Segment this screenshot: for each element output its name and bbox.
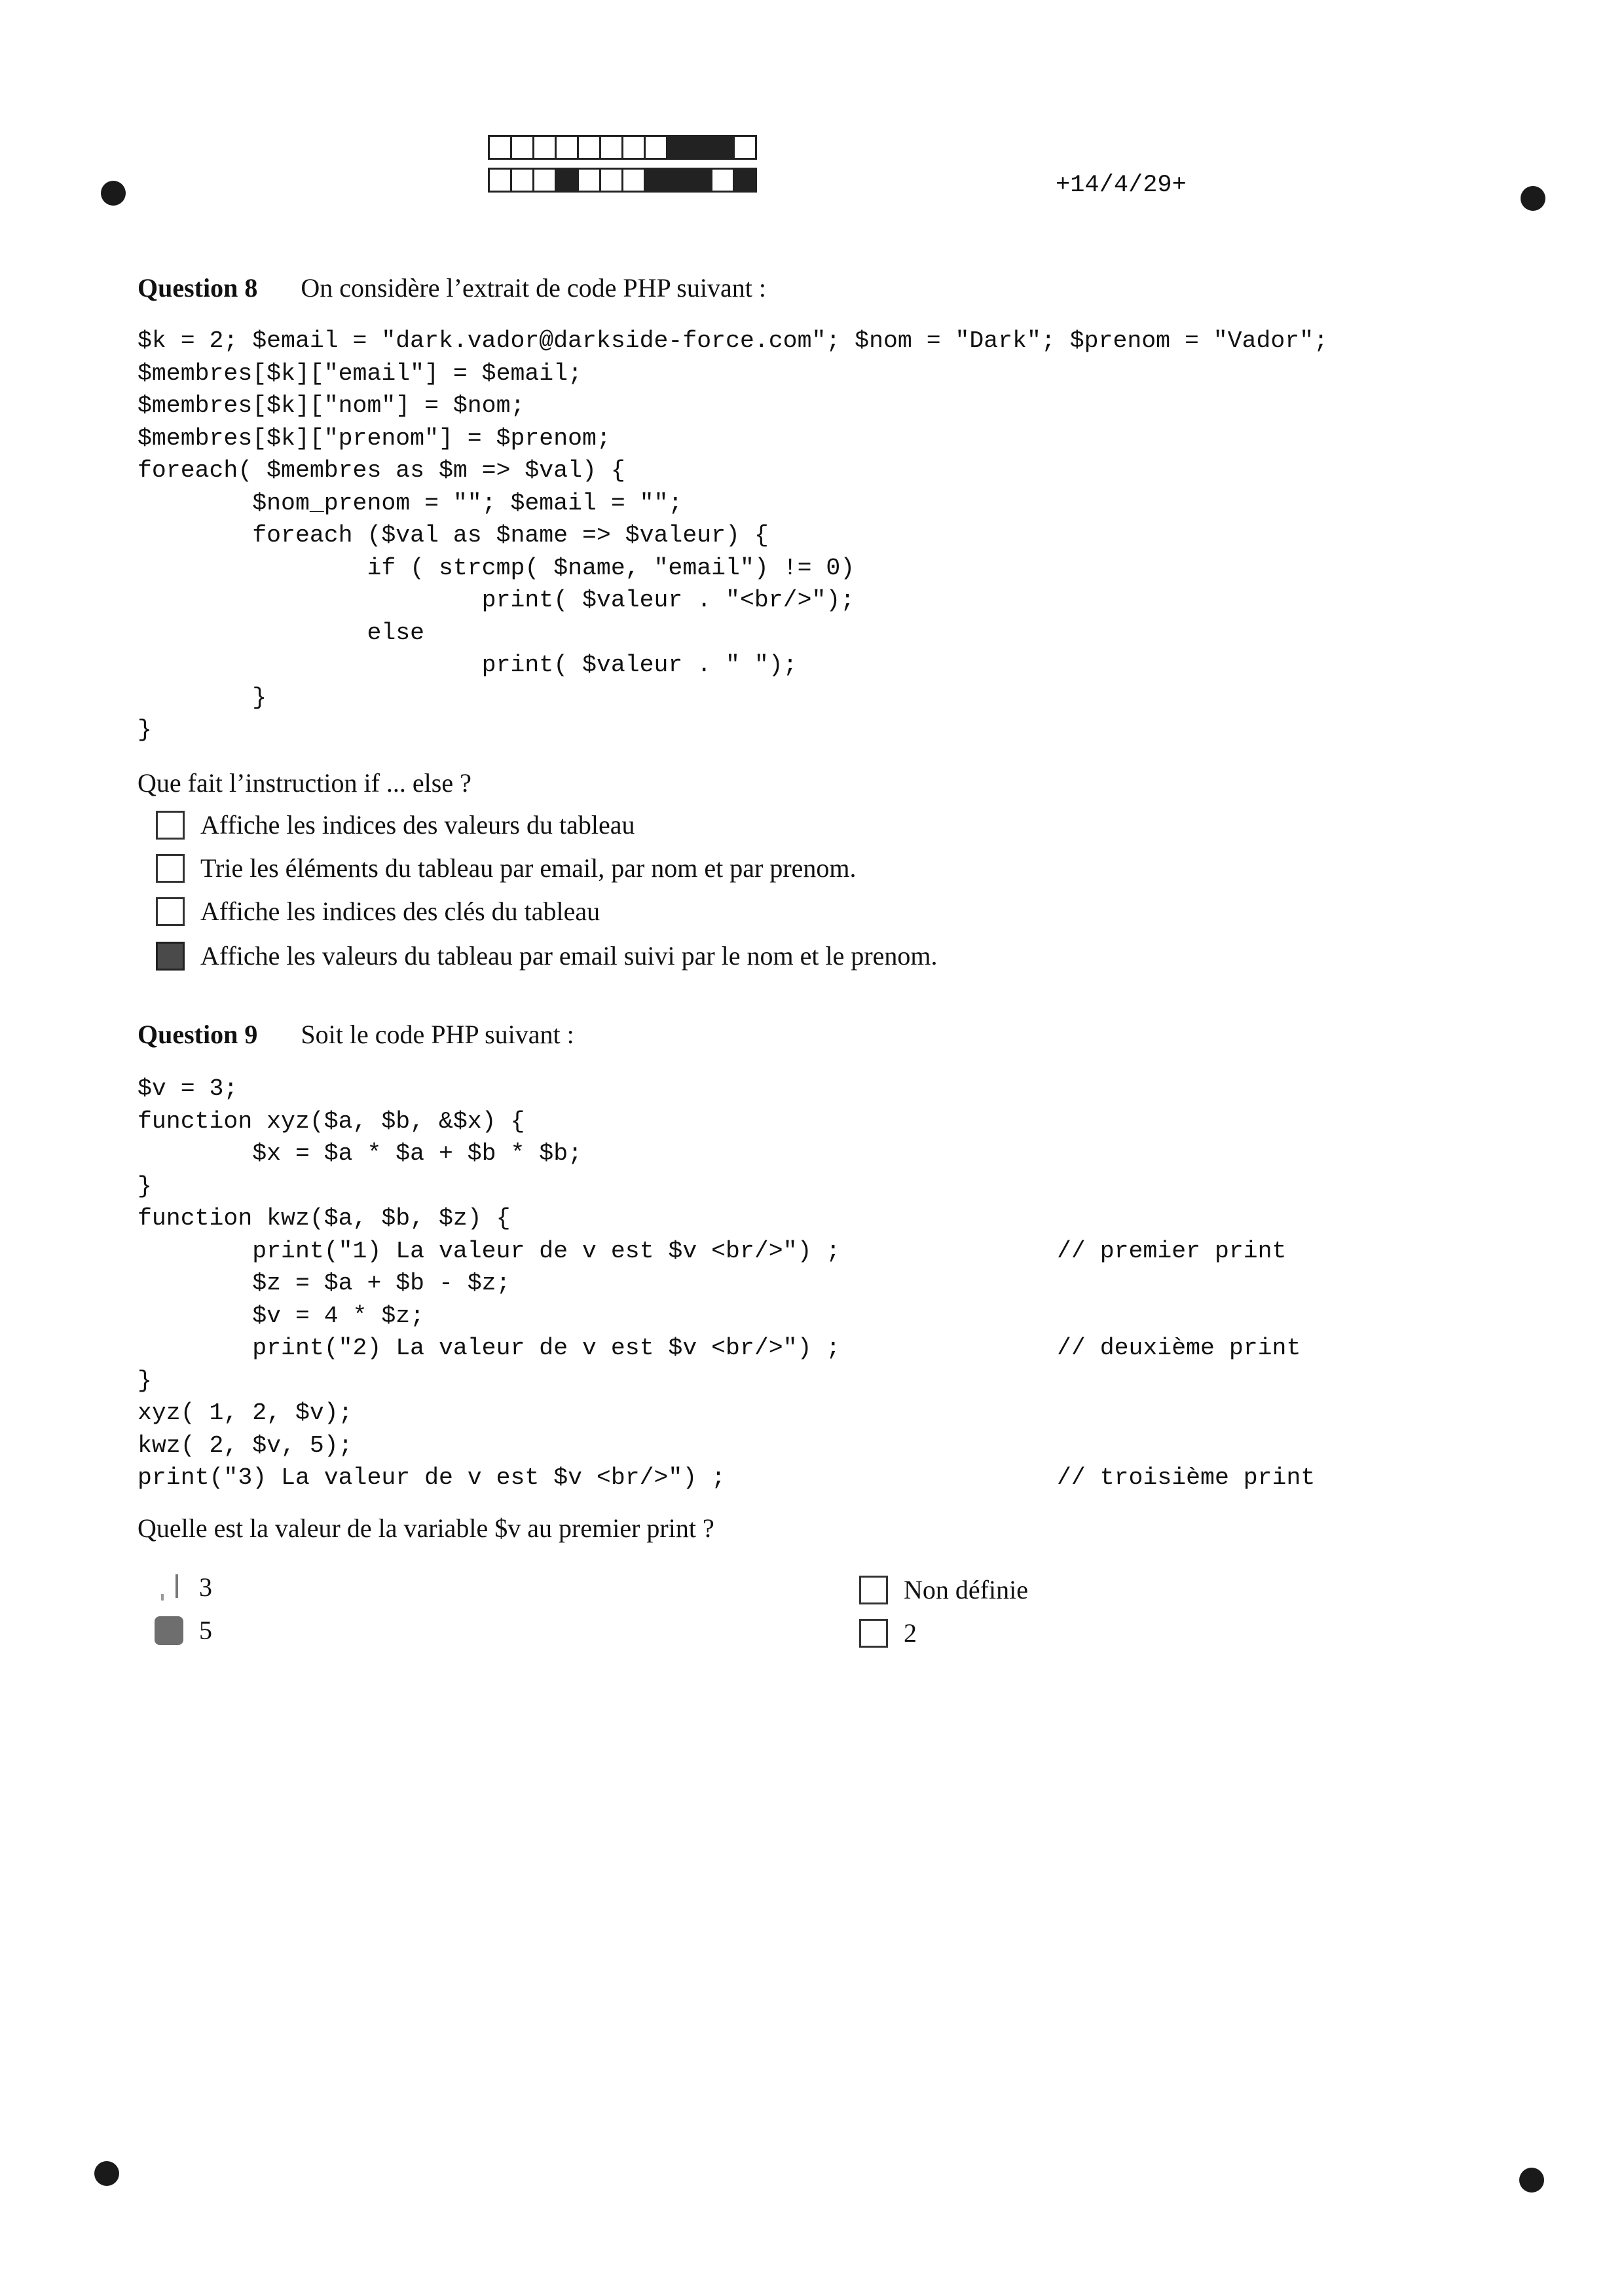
code-line: $membres[$k]["prenom"] = $prenom; (138, 424, 611, 452)
q9-option-3[interactable] (155, 1572, 212, 1602)
barcode-cell-empty (621, 168, 646, 193)
code-text: $v = 4 * $z; (138, 1302, 425, 1329)
code-line: print( $valeur . " "); (138, 652, 798, 678)
code-text: $v = 3; (138, 1075, 238, 1102)
option-label: Affiche les valeurs du tableau par email suivi par le nom et le prenom. (200, 941, 938, 971)
barcode-cell-filled (733, 168, 757, 193)
code-comment: // premier print (1057, 1237, 1287, 1265)
registration-mark-bottom-left (94, 2161, 119, 2186)
barcode-cell-empty (532, 135, 557, 160)
barcode-cell-filled (666, 135, 690, 160)
registration-mark-top-right (1521, 186, 1545, 211)
barcode-cell-empty (577, 168, 601, 193)
barcode-cell-filled (688, 135, 712, 160)
code-line: if ( strcmp( $name, "email") != 0) (138, 554, 855, 582)
code-line (138, 1397, 840, 1430)
code-line (138, 1073, 840, 1105)
registration-mark-top-left (101, 181, 126, 206)
q9-option-5[interactable] (155, 1615, 212, 1646)
code-text: } (138, 1172, 152, 1200)
barcode-cell-filled (555, 168, 579, 193)
option-label: 3 (199, 1572, 212, 1602)
question-9-prompt: Quelle est la valeur de la variable $v au premier print ? (138, 1513, 714, 1543)
code-line (138, 1267, 840, 1300)
code-text: $z = $a + $b - $z; (138, 1270, 511, 1297)
code-line: } (138, 684, 267, 711)
page-id: +14/4/29+ (1056, 172, 1187, 199)
question-8-header (138, 272, 766, 303)
code-text: print("2) La valeur de v est $v <br/>") ; (138, 1335, 841, 1361)
q9-option-non-definie[interactable] (859, 1574, 1028, 1605)
code-line: foreach ($val as $name => $valeur) { (138, 522, 769, 549)
option-label: Non définie (904, 1575, 1028, 1604)
q8-option-2[interactable] (156, 853, 857, 883)
checkbox[interactable] (156, 811, 185, 840)
checkbox[interactable] (859, 1576, 888, 1604)
question-8-prompt: Que fait l’instruction if ... else ? (138, 768, 471, 798)
code-line: print( $valeur . "<br/>"); (138, 587, 855, 614)
code-text: xyz( 1, 2, $v); (138, 1399, 353, 1426)
checkbox[interactable] (859, 1619, 888, 1648)
code-line (138, 1332, 1301, 1365)
barcode-cell-empty (644, 135, 668, 160)
code-comment: // deuxième print (1057, 1335, 1301, 1361)
barcode-cell-filled (710, 135, 735, 160)
question-statement: Soit le code PHP suivant : (301, 1020, 574, 1049)
option-label: 2 (904, 1618, 917, 1648)
code-line (138, 1105, 840, 1138)
checkbox-scribbled[interactable] (155, 1616, 183, 1645)
checkbox-faint-mark[interactable] (155, 1573, 183, 1602)
q9-option-2[interactable] (859, 1618, 917, 1648)
question-label: Question 8 (138, 273, 258, 303)
checkbox[interactable] (156, 897, 185, 926)
code-line: $k = 2; $email = "dark.vador@darkside-force.com"; $nom = "Dark"; $prenom = "Vador"; (138, 327, 1328, 354)
registration-mark-bottom-right (1519, 2168, 1544, 2193)
barcode-cell-empty (488, 168, 512, 193)
code-line: else (138, 619, 425, 646)
code-text: function xyz($a, $b, &$x) { (138, 1107, 525, 1135)
question-statement: On considère l’extrait de code PHP suivant : (301, 273, 766, 303)
code-text: kwz( 2, $v, 5); (138, 1432, 353, 1459)
code-line (138, 1300, 840, 1333)
q8-option-4[interactable] (156, 940, 938, 971)
q8-option-3[interactable] (156, 896, 600, 927)
checkbox[interactable] (156, 854, 185, 883)
barcode-cell-empty (488, 135, 512, 160)
code-line: $nom_prenom = ""; $email = ""; (138, 489, 683, 517)
barcode-cell-empty (599, 168, 623, 193)
barcode-cell-empty (599, 135, 623, 160)
option-label: 5 (199, 1616, 212, 1645)
barcode-cell-empty (555, 135, 579, 160)
question-9-header (138, 1019, 574, 1050)
code-line: $membres[$k]["email"] = $email; (138, 360, 583, 387)
barcode-cell-empty (710, 168, 735, 193)
barcode-cell-empty (621, 135, 646, 160)
q8-option-1[interactable] (156, 809, 635, 840)
code-text: } (138, 1367, 152, 1394)
code-text: print("1) La valeur de v est $v <br/>") ; (138, 1237, 841, 1265)
code-line (138, 1235, 1287, 1268)
barcode-cell-filled (666, 168, 690, 193)
barcode-row-2 (488, 168, 755, 193)
question-label: Question 9 (138, 1020, 258, 1049)
code-line: foreach( $membres as $m => $val) { (138, 457, 625, 484)
code-line (138, 1138, 840, 1170)
code-line (138, 1462, 1316, 1494)
barcode-cell-filled (644, 168, 668, 193)
barcode-cell-empty (510, 135, 534, 160)
code-line (138, 1430, 840, 1462)
code-line (138, 1170, 840, 1203)
question-9-code (138, 1073, 1316, 1494)
barcode-cell-empty (733, 135, 757, 160)
question-8-code (138, 325, 1328, 747)
option-label: Affiche les indices des valeurs du tableau (200, 810, 635, 840)
barcode-cell-empty (577, 135, 601, 160)
code-text: print("3) La valeur de v est $v <br/>") ; (138, 1464, 726, 1491)
barcode-cell-empty (532, 168, 557, 193)
barcode-row-1 (488, 135, 755, 160)
code-line: } (138, 716, 152, 743)
code-line: $membres[$k]["nom"] = $nom; (138, 392, 525, 419)
option-label: Trie les éléments du tableau par email, par nom et par prenom. (200, 853, 857, 883)
code-text: function kwz($a, $b, $z) { (138, 1205, 511, 1232)
option-label: Affiche les indices des clés du tableau (200, 897, 600, 926)
code-line (138, 1202, 840, 1235)
code-comment: // troisième print (1057, 1464, 1316, 1491)
code-line (138, 1365, 840, 1398)
checkbox-checked[interactable] (156, 942, 185, 971)
code-text: $x = $a * $a + $b * $b; (138, 1140, 583, 1167)
barcode-cell-empty (510, 168, 534, 193)
barcode-cell-filled (688, 168, 712, 193)
